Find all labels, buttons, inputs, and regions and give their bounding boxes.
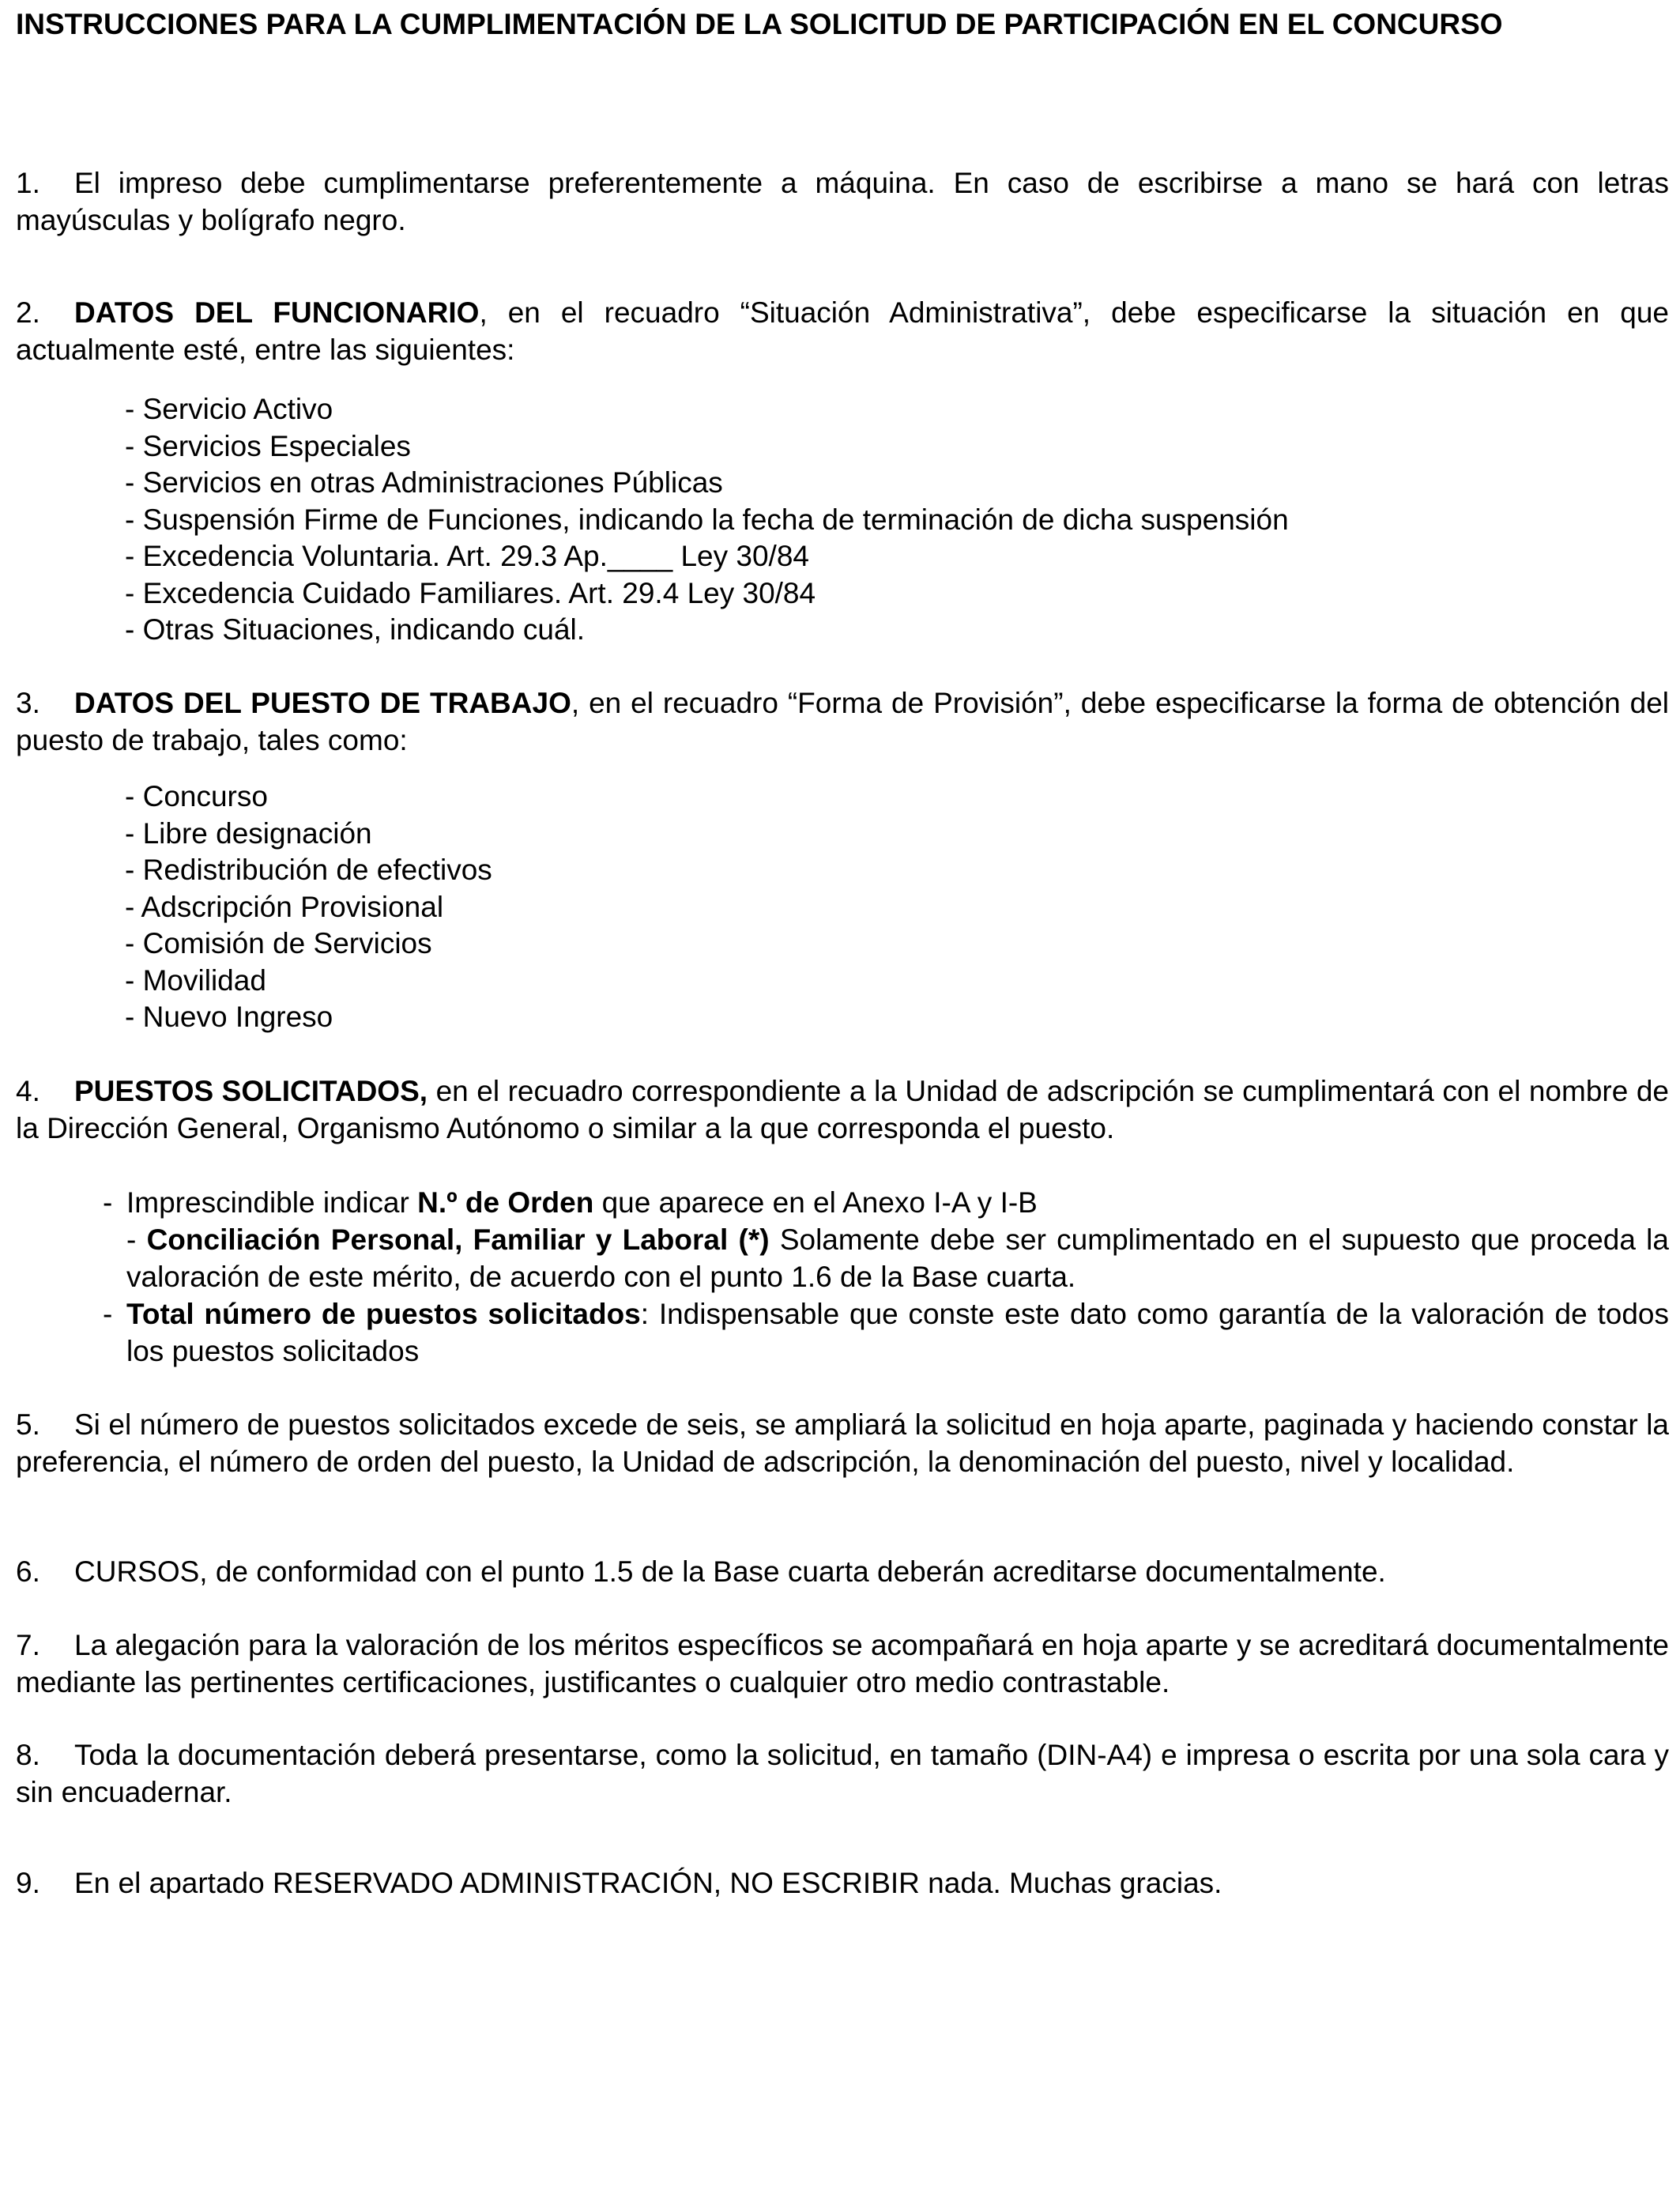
- instruction-text: en el recuadro correspondiente a la Unidad de adscripción se cumplimentará con el nombre de la Dirección General, Organismo Autónomo o similar a la que corresponda el puesto.: [16, 1075, 1669, 1144]
- section-heading: PUESTOS SOLICITADOS,: [74, 1075, 428, 1107]
- list-dash: -: [126, 1223, 147, 1256]
- instruction-8: [16, 1736, 1669, 1811]
- instruction-1: [16, 164, 1669, 239]
- instruction-number: 7.: [16, 1629, 40, 1661]
- instruction-number: 3.: [16, 687, 40, 719]
- situacion-administrativa-list: [125, 391, 1289, 649]
- section-heading: DATOS DEL PUESTO DE TRABAJO: [74, 687, 571, 719]
- document-title: INSTRUCCIONES PARA LA CUMPLIMENTACIÓN DE LA SOLICITUD DE PARTICIPACIÓN EN EL CONCURSO: [16, 8, 1503, 40]
- instruction-number: 9.: [16, 1867, 40, 1899]
- instruction-2: [16, 294, 1669, 368]
- list-item: - Redistribución de efectivos: [125, 854, 492, 886]
- instruction-number: 4.: [16, 1075, 40, 1107]
- list-item: - Comisión de Servicios: [125, 927, 432, 959]
- list-item: - Nuevo Ingreso: [125, 1001, 333, 1033]
- instruction-3: [16, 684, 1669, 759]
- section-heading: DATOS DEL FUNCIONARIO: [74, 296, 480, 329]
- forma-de-provision-list: [125, 778, 492, 1036]
- list-item: - Conciliación Personal, Familiar y Laboral (*) Solamente debe ser cumplimentado en el supuesto que proceda la valoración de este mérito, de acuerdo con el punto 1.6 de la Base cuarta.: [126, 1223, 1669, 1293]
- list-item: - Suspensión Firme de Funciones, indicando la fecha de terminación de dicha suspensión: [125, 503, 1289, 536]
- instruction-9: [16, 1864, 1669, 1902]
- instruction-6: [16, 1553, 1669, 1590]
- list-item: - Adscripción Provisional: [125, 890, 444, 923]
- instruction-text: En el apartado RESERVADO ADMINISTRACIÓN, NO ESCRIBIR nada. Muchas gracias.: [74, 1867, 1222, 1899]
- list-item: - Total número de puestos solicitados: Indispensable que conste este dato como garantía de la valoración de todos los puestos solicitados: [103, 1295, 1669, 1370]
- list-item: - Excedencia Cuidado Familiares. Art. 29.4 Ley 30/84: [125, 576, 816, 609]
- puestos-solicitados-list: [103, 1184, 1669, 1370]
- list-item: - Servicios en otras Administraciones Públicas: [125, 466, 723, 499]
- instruction-text: La alegación para la valoración de los méritos específicos se acompañará en hoja aparte y se acreditará documentalmente mediante las pertinentes certificaciones, justificantes o cualquier otro medio contrastable.: [16, 1629, 1669, 1698]
- list-item: - Otras Situaciones, indicando cuál.: [125, 613, 586, 646]
- instruction-text: , en el recuadro “Situación Administrativa”, debe especificarse la situación en que actualmente esté, entre las siguientes:: [16, 296, 1669, 366]
- list-item: - Servicio Activo: [125, 393, 333, 425]
- list-dash: -: [103, 1298, 113, 1330]
- instruction-number: 6.: [16, 1555, 40, 1588]
- list-item: - Concurso: [125, 780, 268, 812]
- instruction-number: 1.: [16, 167, 40, 199]
- instruction-4: [16, 1072, 1669, 1147]
- instruction-number: 5.: [16, 1408, 40, 1441]
- instruction-7: [16, 1627, 1669, 1701]
- list-item: - Excedencia Voluntaria. Art. 29.3 Ap.____ Ley 30/84: [125, 540, 809, 572]
- instruction-text: El impreso debe cumplimentarse preferentemente a máquina. En caso de escribirse a mano se hará con letras mayúsculas y bolígrafo negro.: [16, 167, 1669, 236]
- list-item: - Libre designación: [125, 816, 372, 850]
- list-item: - Imprescindible indicar N.º de Orden que aparece en el Anexo I-A y I-B: [103, 1184, 1669, 1221]
- instruction-number: 2.: [16, 296, 40, 329]
- list-item: - Servicios Especiales: [125, 429, 411, 462]
- instruction-text: , en el recuadro “Forma de Provisión”, debe especificarse la forma de obtención del puesto de trabajo, tales como:: [16, 687, 1669, 756]
- instruction-number: 8.: [16, 1739, 40, 1771]
- instruction-text: CURSOS, de conformidad con el punto 1.5 de la Base cuarta deberán acreditarse documentalmente.: [74, 1555, 1386, 1588]
- instruction-5: [16, 1406, 1669, 1480]
- instruction-text: Si el número de puestos solicitados excede de seis, se ampliará la solicitud en hoja aparte, paginada y haciendo constar la preferencia, el número de orden del puesto, la Unidad de adscripción, la denominación del puesto, nivel y localidad.: [16, 1408, 1669, 1478]
- instruction-text: Toda la documentación deberá presentarse, como la solicitud, en tamaño (DIN-A4) e impresa o escrita por una sola cara y sin encuadernar.: [16, 1739, 1669, 1808]
- list-dash: -: [103, 1186, 113, 1219]
- list-item: - Movilidad: [125, 963, 266, 997]
